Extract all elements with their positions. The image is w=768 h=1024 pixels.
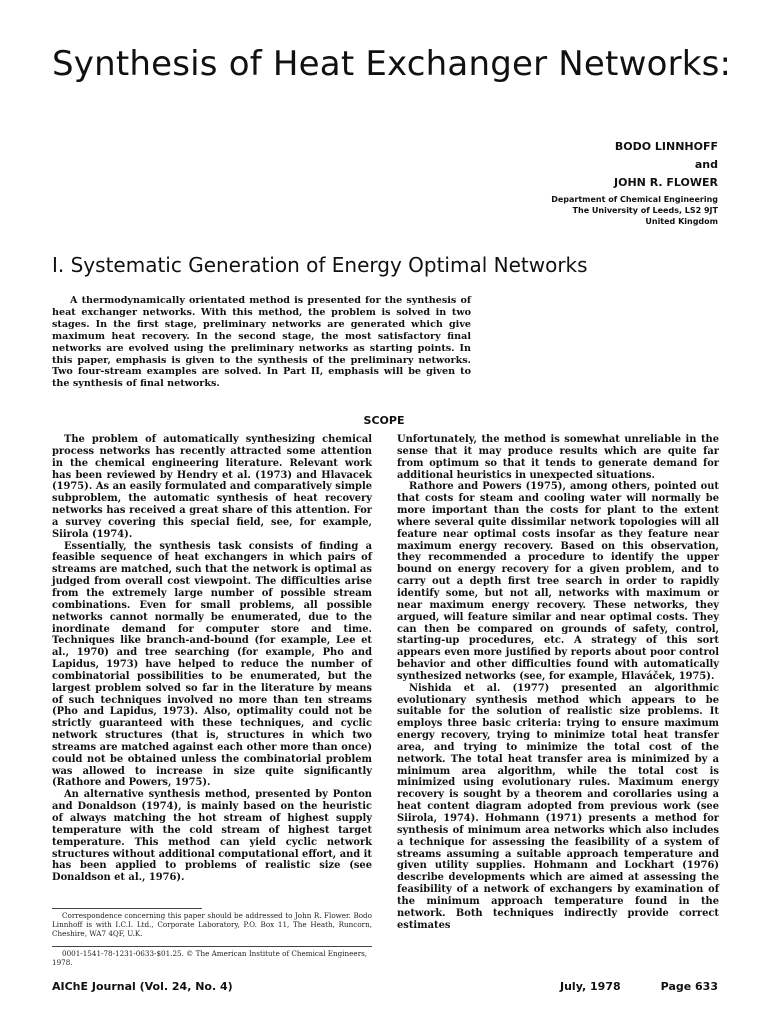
issn-text: 0001-1541-78-1231-0633-$01.25. © The American Institute of Chemical Engineers, 1978.	[52, 949, 368, 968]
footnote-divider	[52, 908, 202, 909]
author-name: BODO LINNHOFF	[614, 140, 718, 153]
issue-date: July, 1978	[560, 980, 621, 993]
author-block	[551, 138, 718, 227]
correspondence-footnote	[52, 911, 372, 939]
affiliation-line: The University of Leeds, LS2 9JT	[572, 206, 718, 215]
affiliation-line: United Kingdom	[645, 217, 718, 226]
footnote-text: Correspondence concerning this paper should be addressed to John R. Flower. Bodo Linnhoff is with I.C.I. Ltd., Corporate Laboratory, P.O. Box 11, The Heath, Runcorn, Cheshire, WA7 4QF, U.K.	[52, 911, 372, 939]
left-column	[52, 434, 372, 904]
body-paragraph: An alternative synthesis method, presented by Ponton and Donaldson (1974), is mainly based on the heuristic of always matching the hot stream of highest supply temperature with the cold stream of highest target temperature. This method can yield cyclic network structures without additional computational effort, and it has been applied to problems of realistic size (see Donaldson et al., 1976).	[52, 789, 372, 884]
body-paragraph: Essentially, the synthesis task consists of finding a feasible sequence of heat exchangers in which pairs of streams are matched, such that the network is optimal as judged from overall cost viewpoint. The difficulties arise from the extremely large number of possible stream combinations. Even for small problems, all possible networks cannot normally be enumerated, due to the inordinate demand for computer store and time. Techniques like branch-and-bound (for example, Lee et al., 1970) and tree searching (for example, Pho and Lapidus, 1973) have helped to reduce the number of combinatorial possibilities to be enumerated, but the largest problem solved so far in the literature by means of such techniques involved no more than ten streams (Pho and Lapidus, 1973). Also, optimality could not be strictly guaranteed with these techniques, and cyclic network structures (that is, structures in which two streams are matched against each other more than once) could not be obtained unless the combinatorial problem was allowed to increase in size quite significantly (Rathore and Powers, 1975).	[52, 540, 372, 789]
body-paragraph: Nishida et al. (1977) presented an algorithmic evolutionary synthesis method which appears to be suitable for the solution of realistic size problems. It employs three basic criteria: trying to ensure maximum energy recovery, trying to minimize total heat transfer area, and trying to minimize the total cost of the network. The total heat transfer area is minimized by a minimum area algorithm, while the total cost is minimized using evolutionary rules. Maximum energy recovery is sought by a theorem and corollaries using a heat content diagram adopted from previous work (see Siirola, 1974). Hohmann (1971) presents a method for synthesis of minimum area networks which also includes a technique for assessing the feasibility of a system of streams assuming a suitable approach temperature and given utility supplies. Hohmann and Lockhart (1976) describe developments which are aimed at assessing the feasibility of a network of exchangers by examination of the minimum approach temperature found in the network. Both techniques indirectly provide correct estimates	[397, 682, 719, 931]
body-paragraph: Unfortunately, the method is somewhat unreliable in the sense that it may produce results which are quite far from optimum so that it tends to generate demand for additional heuristics in unexpected situations.	[397, 434, 719, 481]
copyright-note	[52, 949, 372, 967]
affiliation	[551, 194, 718, 227]
journal-citation: AIChE Journal (Vol. 24, No. 4)	[52, 980, 233, 993]
article-subtitle: I. Systematic Generation of Energy Optimal Networks	[52, 253, 588, 277]
body-paragraph: The problem of automatically synthesizing chemical process networks has recently attracted some attention in the chemical engineering literature. Relevant work has been reviewed by Hendry et al. (1973) and Hlavacek (1975). As an easily formulated and comparatively simple subproblem, the automatic synthesis of heat recovery networks has received a great share of this attention. For a survey covering this special field, see, for example, Siirola (1974).	[52, 434, 372, 540]
issn-divider	[52, 946, 372, 947]
affiliation-line: Department of Chemical Engineering	[551, 195, 718, 204]
scope-heading: SCOPE	[363, 414, 405, 427]
page-number: Page 633	[660, 980, 718, 993]
article-title: Synthesis of Heat Exchanger Networks:	[52, 44, 732, 84]
body-paragraph: Rathore and Powers (1975), among others, pointed out that costs for steam and cooling water will normally be more important than the costs for plant to the extent where several quite dissimilar network topologies will all feature near optimal costs insofar as they feature near maximum energy recovery. Based on this observation, they recommended a procedure to identify the upper bound on energy recovery for a given problem, and to carry out a depth first tree search in order to rapidly identify some, but not all, networks with maximum or near maximum energy recovery. These networks, they argued, will feature similar and near optimal costs. They can then be compared on grounds of safety, control, starting-up procedures, etc. A strategy of this sort appears even more justified by reports about poor control behavior and other difficulties found with automatically synthesized networks (see, for example, Hlaváček, 1975).	[397, 481, 719, 682]
abstract: A thermodynamically orientated method is presented for the synthesis of heat exchanger networks. With this method, the problem is solved in two stages. In the first stage, preliminary networks are generated which give maximum heat recovery. In the second stage, the most satisfactory final networks are evolved using the preliminary networks as starting points. In this paper, emphasis is given to the synthesis of the preliminary networks. Two four-stream examples are solved. In Part II, emphasis will be given to the synthesis of final networks.	[52, 295, 471, 390]
author-conjunction: and	[694, 158, 718, 171]
author-name: JOHN R. FLOWER	[614, 176, 718, 189]
right-column	[397, 434, 719, 966]
